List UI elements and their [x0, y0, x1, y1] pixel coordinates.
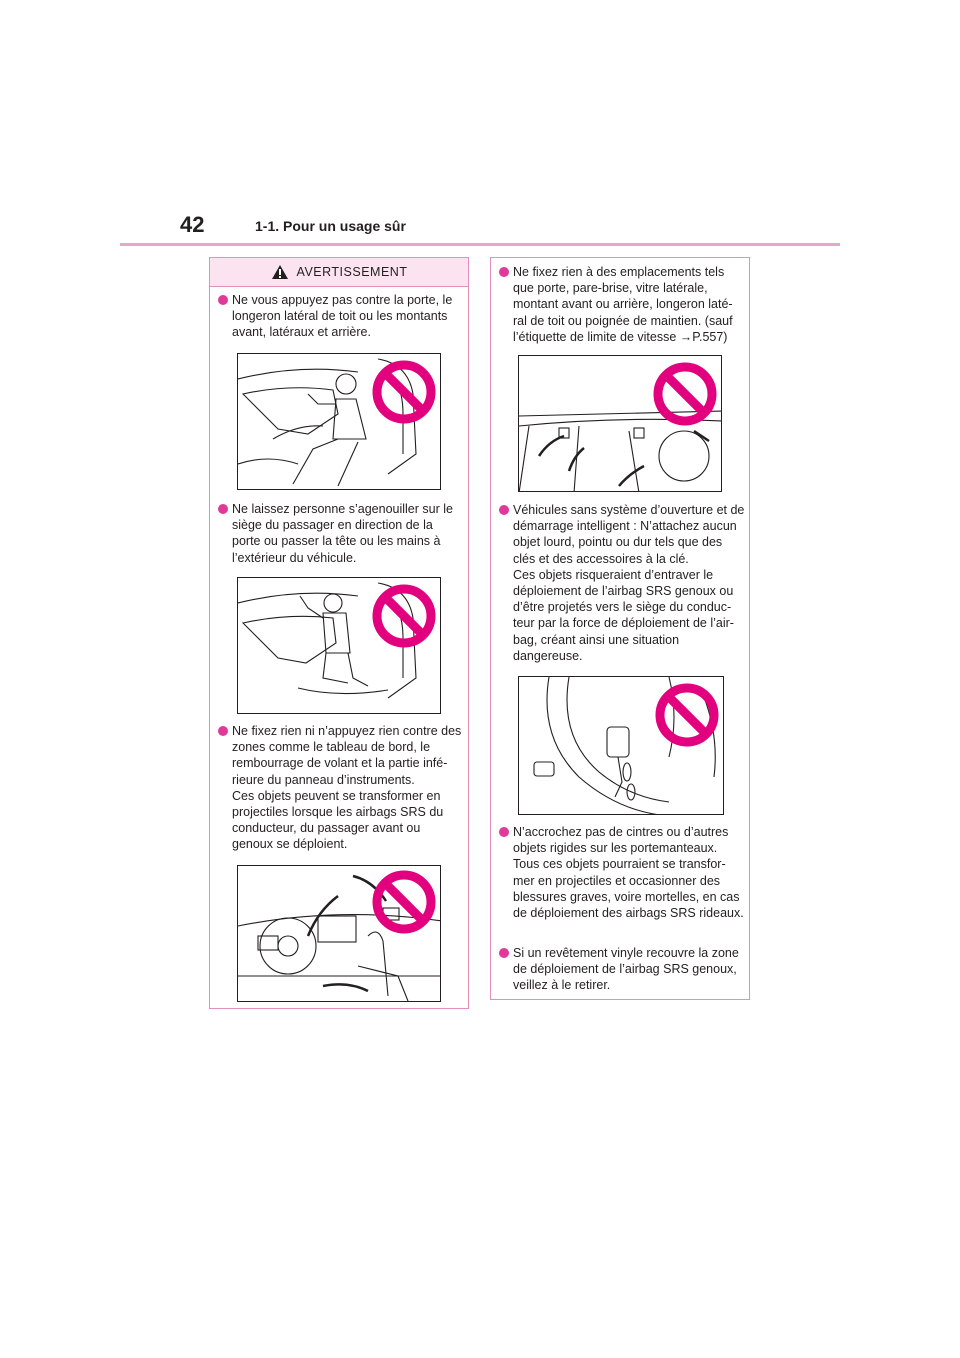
warning-item: [499, 824, 745, 921]
warning-item-text: Ne laissez personne s’agenouiller sur le siège du passager en direction de la porte ou passer la tête ou les mains à l’extérieur du véhicule.: [232, 502, 453, 565]
warning-item: [218, 292, 464, 341]
illustration-kneeling-seat: [237, 577, 441, 714]
illustration-windshield-door: [518, 355, 722, 492]
section-title: 1-1. Pour un usage sûr: [255, 218, 406, 234]
bullet-icon: [499, 505, 509, 515]
warning-item: [218, 501, 464, 566]
warning-item-text: Ne fixez rien ni n’appuyez rien contre des zones comme le tableau de bord, le rembourrage de volant et la partie infé- rieure du panneau d’instruments. Ces objets peuvent se transformer en projectiles lorsque les airbags SRS du conducteur, du passager avant ou genoux se déploient.: [232, 724, 462, 852]
warning-item: [499, 264, 745, 345]
bullet-icon: [218, 726, 228, 736]
warning-title: AVERTISSEMENT: [296, 265, 408, 279]
bullet-icon: [499, 267, 509, 277]
prohibited-icon: [653, 362, 717, 426]
warning-triangle-icon: [271, 264, 289, 280]
page-number: 42: [180, 212, 205, 237]
header-rule: [120, 243, 840, 246]
illustration-dashboard-objects: [237, 865, 441, 1002]
bullet-icon: [499, 827, 509, 837]
prohibited-icon: [372, 584, 436, 648]
warning-item-text: N’accrochez pas de cintres ou d’autres objets rigides sur les portemanteaux. Tous ces objets pourraient se transfor- mer en projectiles et occasionner des blessures graves, voire mortelles, en cas de déploiement des airbags SRS rideaux.: [513, 825, 744, 921]
prohibited-icon: [372, 870, 436, 934]
warning-item-text: Si un revêtement vinyle recouvre la zone de déploiement de l’airbag SRS genoux, veillez à le retirer.: [513, 946, 739, 993]
illustration-key-ignition: [518, 676, 724, 815]
bullet-icon: [218, 295, 228, 305]
warning-item-text: Ne vous appuyez pas contre la porte, le longeron latéral de toit ou les montants avant, latéraux et arrière.: [232, 293, 453, 340]
warning-item-text: Ne fixez rien à des emplacements tels que porte, pare-brise, vitre latérale, montant avant ou arrière, longeron laté- ral de toit ou poignée de maintien. (sauf l’étiquette de limite de vitesse →P.557): [513, 265, 733, 344]
prohibited-icon: [372, 360, 436, 424]
warning-item: [499, 945, 745, 994]
warning-item: [218, 723, 464, 853]
bullet-icon: [218, 504, 228, 514]
illustration-leaning-door: [237, 353, 441, 490]
prohibited-icon: [655, 683, 719, 747]
warning-item: [499, 502, 745, 664]
warning-header: [210, 258, 468, 287]
warning-box-right: [490, 257, 750, 1000]
warning-item-text: Véhicules sans système d’ouverture et de démarrage intelligent : N’attachez aucun objet lourd, pointu ou dur tels que des clés et des accessoires à la clé. Ces objets risqueraient d’entraver le déploiement de l’airbag SRS genoux ou d’être projetés vers le siège du conduc- teur par la force de déploiement de l’air- bag, créant ainsi une situation dangereuse.: [513, 503, 745, 663]
bullet-icon: [499, 948, 509, 958]
warning-box-left: [209, 257, 469, 1009]
